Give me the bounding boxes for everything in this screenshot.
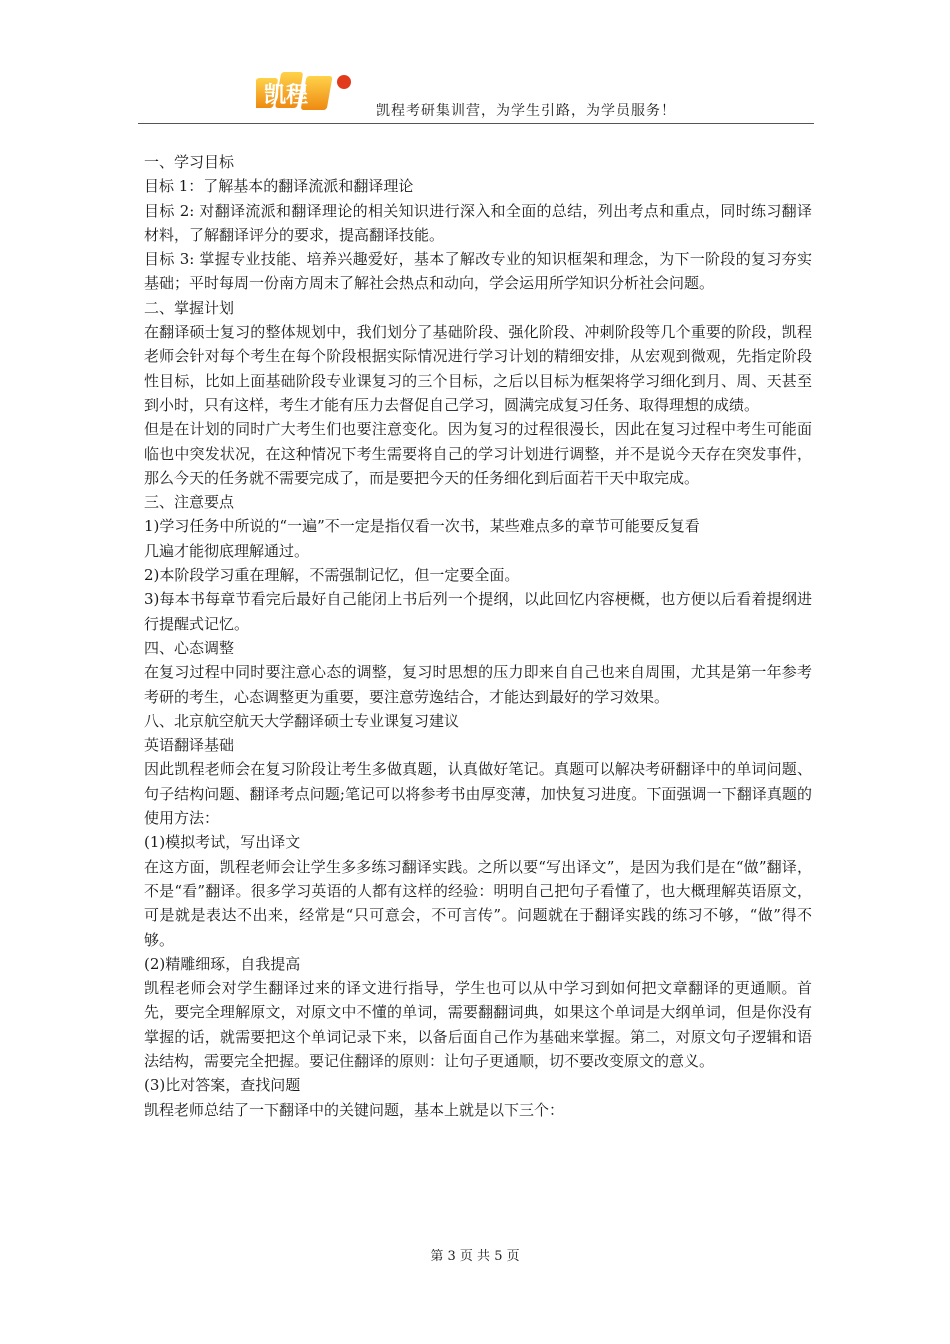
section-heading: 二、掌握计划 xyxy=(144,298,235,317)
paragraph: 在翻译硕士复习的整体规划中，我们划分了基础阶段、强化阶段、冲刺阶段等几个重要的阶段，凯程老师会针对每个考生在每个阶段根据实际情况进行学习计划的精细安排，从宏观到微观，先指定阶段性目标，比如上面基础阶段专业课复习的三个目标，之后以目标为框架将学习细化到月、周、天甚至到小时，只有这样，考生才能有压力去督促自己学习，圆满完成复习任务、取得理想的成绩。 xyxy=(144,323,812,414)
paragraph: 但是在计划的同时广大考生们也要注意变化。因为复习的过程很漫长，因此在复习过程中考生可能面临也中突发状况，在这种情况下考生需要将自己的学习计划进行调整，并不是说今天存在突发事件，那么今天的任务就不需要完成了，而是要把今天的任务细化到后面若干天中取完成。 xyxy=(144,420,812,487)
svg-text:凯程: 凯程 xyxy=(264,83,309,108)
section-heading: 一、学习目标 xyxy=(144,153,235,171)
page-header xyxy=(138,62,814,124)
paragraph: 几遍才能彻底理解通过。 xyxy=(144,541,310,560)
header-slogan: 凯程考研集训营，为学生引路，为学员服务！ xyxy=(376,103,676,119)
paragraph: 2)本阶段学习重在理解，不需强制记忆，但一定要全面。 xyxy=(144,566,520,585)
page-number: 第 3 页 共 5 页 xyxy=(430,1249,520,1264)
paragraph: 在复习过程中同时要注意心态的调整，复习时思想的压力即来自自己也来自周围，尤其是第一年参考考研的考生，心态调整更为重要，要注意劳逸结合，才能达到最好的学习效果。 xyxy=(144,663,812,706)
paragraph: 目标 2: 对翻译流派和翻译理论的相关知识进行深入和全面的总结，列出考点和重点，同时练习翻译材料，了解翻译评分的要求，提高翻译技能。 xyxy=(144,201,812,244)
paragraph: 目标 3: 掌握专业技能、培养兴趣爱好，基本了解改专业的知识框架和理念，为下一阶段的复习夯实基础；平时每周一份南方周末了解社会热点和动向，学会运用所学知识分析社会问题。 xyxy=(144,250,812,293)
paragraph: 凯程老师总结了一下翻译中的关键问题，基本上就是以下三个： xyxy=(144,1100,565,1119)
paragraph: 目标 1：了解基本的翻译流派和翻译理论 xyxy=(144,177,414,196)
paragraph: 在这方面，凯程老师会让学生多多练习翻译实践。之所以要“写出译文”，是因为我们是在“做”翻译，不是“看”翻译。很多学习英语的人都有这样的经验：明明自己把句子看懂了，也大概理解英语原文，可是就是表达不出来，经常是“只可意会，不可言传”。问题就在于翻译实践的练习不够，“做”得不够。 xyxy=(144,857,812,949)
paragraph: 因此凯程老师会在复习阶段让考生多做真题，认真做好笔记。真题可以解决考研翻译中的单词问题、句子结构问题、翻译考点问题;笔记可以将参考书由厚变薄，加快复习进度。下面强调一下翻译真题的使用方法： xyxy=(144,760,812,828)
sub-heading: 英语翻译基础 xyxy=(144,736,235,755)
header-divider xyxy=(138,123,814,124)
kaicheng-logo xyxy=(256,68,364,116)
section-heading: 八、北京航空航天大学翻译硕士专业课复习建议 xyxy=(144,711,460,730)
sub-heading: (3)比对答案，查找问题 xyxy=(144,1076,301,1095)
paragraph: 1)学习任务中所说的“一遍”不一定是指仅看一次书，某些难点多的章节可能要反复看 xyxy=(144,517,700,536)
paragraph: 3)每本书每章节看完后最好自己能闭上书后列一个提纲，以此回忆内容梗概，也方便以后看着提纲进行提醒式记忆。 xyxy=(144,590,812,633)
section-heading: 三、注意要点 xyxy=(144,493,235,512)
section-heading: 四、心态调整 xyxy=(144,638,235,657)
sub-heading: (2)精雕细琢，自我提高 xyxy=(144,954,301,973)
paragraph: 凯程老师会对学生翻译过来的译文进行指导，学生也可以从中学习到如何把文章翻译的更通顺。首先，要完全理解原文，对原文中不懂的单词，需要翻翻词典，如果这个单词是大纲单词，但是你没有掌握的话，就需要把这个单词记录下来，以备后面自己作为基础来掌握。第二，对原文句子逻辑和语法结构，需要完全把握。要记住翻译的原则：让句子更通顺，切不要改变原文的意义。 xyxy=(144,979,812,1070)
sub-heading: (1)模拟考试，写出译文 xyxy=(144,833,301,852)
document-body xyxy=(144,150,812,1122)
